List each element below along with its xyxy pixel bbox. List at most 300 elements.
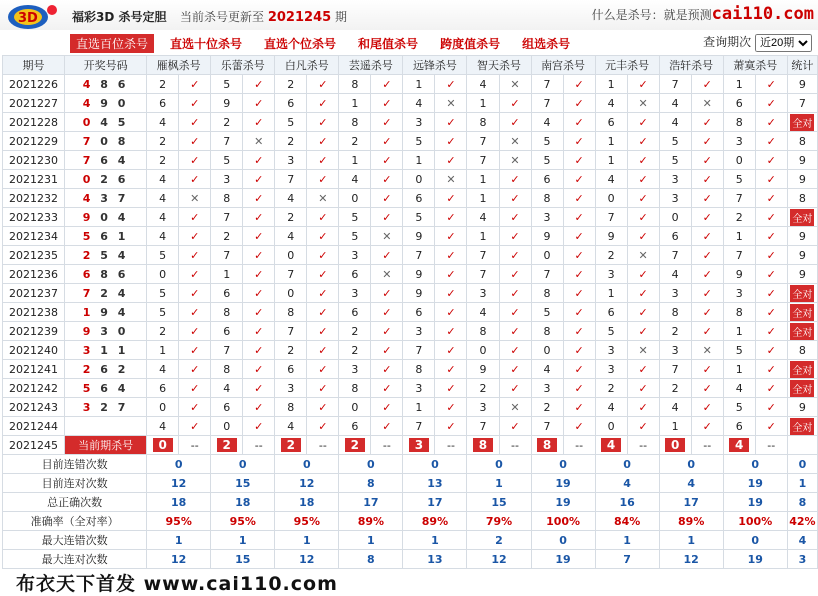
kill-number-cell: 3	[659, 170, 691, 189]
check-icon: ✓	[371, 208, 403, 227]
check-icon: ✓	[179, 341, 211, 360]
draw-number-cell	[65, 227, 147, 246]
all-correct-badge: 全对	[790, 285, 814, 302]
kill-number-cell: 3	[531, 379, 563, 398]
draw-number-cell	[65, 189, 147, 208]
check-icon: ✓	[243, 170, 275, 189]
check-icon: ✓	[179, 227, 211, 246]
check-icon: ✓	[563, 246, 595, 265]
stats-row	[3, 512, 818, 531]
check-icon: ✓	[691, 132, 723, 151]
stat-cell: 9	[787, 75, 817, 94]
svg-text:3D: 3D	[18, 11, 38, 26]
tab-5[interactable]: 组选杀号	[522, 37, 571, 51]
kill-number-cell: 2	[147, 151, 179, 170]
kill-number-cell: 4	[211, 379, 243, 398]
period-cell: 2021242	[3, 379, 65, 398]
check-icon: ✓	[435, 341, 467, 360]
check-icon: ✓	[179, 113, 211, 132]
check-icon: ✓	[179, 303, 211, 322]
kill-number-cell: 4	[595, 398, 627, 417]
kill-number-cell: 7	[211, 341, 243, 360]
check-icon: ✓	[435, 379, 467, 398]
kill-number-cell: 4	[339, 170, 371, 189]
check-icon: ✓	[435, 75, 467, 94]
table-row	[3, 208, 818, 227]
stats-value: 0	[531, 531, 595, 550]
period-filter-label: 查询期次	[703, 35, 752, 49]
kill-number-cell: 6	[659, 227, 691, 246]
kill-number-cell: 0	[659, 208, 691, 227]
check-icon: ✓	[243, 417, 275, 436]
draw-number-cell	[65, 113, 147, 132]
kill-number-cell: 2	[275, 341, 307, 360]
column-header: 雁枫杀号	[147, 56, 211, 75]
column-header: 智天杀号	[467, 56, 531, 75]
stats-row	[3, 550, 818, 569]
top-bar	[0, 0, 818, 30]
check-icon: ✓	[179, 75, 211, 94]
check-icon: ✓	[307, 341, 339, 360]
kill-number-cell: 5	[531, 303, 563, 322]
check-icon: ✓	[435, 398, 467, 417]
draw-digit: 4	[82, 96, 94, 110]
check-icon: ✓	[435, 417, 467, 436]
check-icon: ✓	[755, 170, 787, 189]
tab-1[interactable]: 直选十位杀号	[170, 37, 243, 51]
kill-number-cell: 8	[339, 379, 371, 398]
current-kill-number: 2	[281, 438, 301, 452]
kill-number-cell: 2	[531, 398, 563, 417]
kill-number-cell: 5	[531, 132, 563, 151]
check-icon: ✓	[243, 75, 275, 94]
kill-number-cell: 4	[659, 113, 691, 132]
kill-number-cell: 1	[403, 151, 435, 170]
table-row	[3, 322, 818, 341]
stats-row	[3, 474, 818, 493]
kill-number-cell: 7	[275, 265, 307, 284]
kill-number-cell: 8	[211, 360, 243, 379]
kill-number-cell: 6	[339, 303, 371, 322]
stats-value: 3	[787, 550, 817, 569]
kill-number-cell: 6	[147, 94, 179, 113]
table-row	[3, 170, 818, 189]
check-icon: ✓	[179, 398, 211, 417]
draw-digit: 6	[82, 267, 94, 281]
kill-number-cell: 2	[659, 379, 691, 398]
draw-digit: 6	[117, 267, 129, 281]
draw-number-cell	[65, 303, 147, 322]
current-kill-cell	[659, 436, 691, 455]
period-cell: 2021236	[3, 265, 65, 284]
draw-number-cell	[65, 75, 147, 94]
check-icon: ✓	[755, 322, 787, 341]
kill-number-cell: 5	[723, 341, 755, 360]
draw-digit: 1	[117, 229, 129, 243]
kill-number-cell: 4	[147, 113, 179, 132]
stats-value: 95%	[147, 512, 211, 531]
kill-number-cell: 1	[595, 284, 627, 303]
dash-cell: --	[499, 436, 531, 455]
kill-number-cell: 1	[339, 94, 371, 113]
current-kill-number: 0	[665, 438, 685, 452]
check-icon: ✓	[627, 284, 659, 303]
draw-number-cell	[65, 94, 147, 113]
check-icon: ✓	[243, 94, 275, 113]
check-icon: ✓	[435, 227, 467, 246]
draw-digit: 6	[100, 381, 111, 395]
stats-value: 42%	[787, 512, 817, 531]
cross-icon: ✕	[627, 94, 659, 113]
check-icon: ✓	[755, 360, 787, 379]
dash-cell: --	[307, 436, 339, 455]
column-header: 白凡杀号	[275, 56, 339, 75]
check-icon: ✓	[691, 265, 723, 284]
check-icon: ✓	[435, 360, 467, 379]
check-icon: ✓	[755, 189, 787, 208]
check-icon: ✓	[179, 151, 211, 170]
kill-number-cell: 0	[275, 246, 307, 265]
kill-number-cell: 0	[531, 341, 563, 360]
check-icon: ✓	[371, 303, 403, 322]
column-header: 萧寞杀号	[723, 56, 787, 75]
check-icon: ✓	[627, 170, 659, 189]
current-kill-number: 2	[217, 438, 237, 452]
dash-cell: --	[243, 436, 275, 455]
draw-number-cell	[65, 132, 147, 151]
draw-digit: 2	[117, 362, 129, 376]
kill-number-cell: 6	[723, 417, 755, 436]
check-icon: ✓	[499, 360, 531, 379]
check-icon: ✓	[307, 379, 339, 398]
draw-digit: 1	[117, 343, 129, 357]
all-correct-badge: 全对	[790, 209, 814, 226]
current-kill-cell	[723, 436, 755, 455]
draw-digit: 4	[117, 210, 129, 224]
kill-number-cell: 3	[595, 360, 627, 379]
current-kill-number: 8	[473, 438, 493, 452]
period-cell: 2021235	[3, 246, 65, 265]
column-header: 开奖号码	[65, 56, 147, 75]
kill-number-cell: 4	[467, 75, 499, 94]
stat-cell	[787, 417, 817, 436]
kill-number-cell: 3	[403, 322, 435, 341]
draw-digit: 1	[100, 343, 111, 357]
all-correct-badge: 全对	[790, 418, 814, 435]
site-domain-link[interactable]: cai110.com	[711, 4, 814, 24]
kill-number-cell: 2	[211, 113, 243, 132]
check-icon: ✓	[627, 132, 659, 151]
check-icon: ✓	[563, 303, 595, 322]
tab-3[interactable]: 和尾值杀号	[358, 37, 419, 51]
table-row	[3, 246, 818, 265]
kill-number-cell: 3	[467, 284, 499, 303]
check-icon: ✓	[371, 170, 403, 189]
check-icon: ✓	[563, 94, 595, 113]
column-header: 浩轩杀号	[659, 56, 723, 75]
check-icon: ✓	[691, 303, 723, 322]
kill-number-cell: 7	[531, 94, 563, 113]
stat-cell: 9	[787, 246, 817, 265]
stats-value: 18	[147, 493, 211, 512]
check-icon: ✓	[371, 189, 403, 208]
kill-number-cell: 2	[147, 75, 179, 94]
stats-value: 13	[403, 550, 467, 569]
kill-number-cell: 9	[211, 94, 243, 113]
cross-icon: ✕	[371, 265, 403, 284]
current-kill-number: 2	[345, 438, 365, 452]
tab-2[interactable]: 直选个位杀号	[264, 37, 337, 51]
kill-number-cell: 1	[723, 360, 755, 379]
check-icon: ✓	[307, 151, 339, 170]
kill-number-cell: 2	[339, 322, 371, 341]
site-info: 什么是杀号：就是预测cai110.com	[591, 4, 814, 24]
draw-digit: 0	[82, 115, 94, 129]
draw-digit: 6	[100, 362, 111, 376]
check-icon: ✓	[307, 132, 339, 151]
dash-cell: --	[691, 436, 723, 455]
kill-number-cell: 5	[403, 132, 435, 151]
stats-value: 0	[403, 455, 467, 474]
stats-value: 1	[787, 474, 817, 493]
kill-number-cell: 7	[467, 132, 499, 151]
check-icon: ✓	[755, 151, 787, 170]
cross-icon: ✕	[499, 151, 531, 170]
draw-number-cell	[65, 246, 147, 265]
column-header: 期号	[3, 56, 65, 75]
kill-number-cell: 5	[723, 398, 755, 417]
dash-cell: --	[435, 436, 467, 455]
kill-number-cell: 1	[659, 417, 691, 436]
kill-number-cell: 2	[275, 132, 307, 151]
cross-icon: ✕	[691, 341, 723, 360]
check-icon: ✓	[307, 360, 339, 379]
check-icon: ✓	[179, 94, 211, 113]
column-header: 乐蕾杀号	[211, 56, 275, 75]
stat-cell	[787, 322, 817, 341]
check-icon: ✓	[563, 398, 595, 417]
kill-number-cell: 1	[723, 322, 755, 341]
stats-value: 89%	[403, 512, 467, 531]
kill-number-cell: 3	[339, 284, 371, 303]
table-row	[3, 265, 818, 284]
cross-icon: ✕	[499, 132, 531, 151]
stats-value: 1	[211, 531, 275, 550]
kill-number-cell: 7	[211, 246, 243, 265]
kill-number-cell: 4	[403, 94, 435, 113]
kill-number-cell: 5	[595, 322, 627, 341]
kill-number-cell: 5	[403, 208, 435, 227]
kill-number-cell: 1	[467, 94, 499, 113]
kill-number-cell: 4	[659, 265, 691, 284]
table-row	[3, 360, 818, 379]
draw-number-cell	[65, 170, 147, 189]
column-header: 南宫杀号	[531, 56, 595, 75]
check-icon: ✓	[691, 417, 723, 436]
kill-number-cell: 5	[339, 208, 371, 227]
kill-number-cell: 8	[531, 322, 563, 341]
kill-number-cell: 8	[723, 113, 755, 132]
stats-label: 准确率（全对率）	[3, 512, 147, 531]
check-icon: ✓	[371, 94, 403, 113]
check-icon: ✓	[563, 189, 595, 208]
check-icon: ✓	[179, 208, 211, 227]
stats-value: 12	[467, 550, 531, 569]
kill-number-cell: 5	[659, 132, 691, 151]
kill-number-cell: 5	[275, 113, 307, 132]
kill-number-cell: 4	[467, 208, 499, 227]
stat-cell: 8	[787, 189, 817, 208]
period-cell: 2021238	[3, 303, 65, 322]
kill-number-cell: 3	[659, 284, 691, 303]
draw-digit: 0	[100, 134, 111, 148]
check-icon: ✓	[179, 246, 211, 265]
period-cell: 2021229	[3, 132, 65, 151]
check-icon: ✓	[755, 341, 787, 360]
check-icon: ✓	[627, 265, 659, 284]
kill-number-cell: 4	[531, 113, 563, 132]
kill-number-cell: 7	[467, 151, 499, 170]
kill-number-cell: 6	[403, 189, 435, 208]
kill-number-cell: 3	[339, 360, 371, 379]
stats-value: 95%	[275, 512, 339, 531]
check-icon: ✓	[243, 341, 275, 360]
kill-number-cell: 7	[403, 417, 435, 436]
draw-digit: 4	[117, 286, 129, 300]
draw-digit: 3	[82, 343, 94, 357]
kill-number-cell: 8	[339, 113, 371, 132]
tab-4[interactable]: 跨度值杀号	[440, 37, 501, 51]
kill-number-cell: 4	[147, 360, 179, 379]
stats-value: 15	[211, 550, 275, 569]
check-icon: ✓	[627, 75, 659, 94]
check-icon: ✓	[627, 113, 659, 132]
table-row	[3, 341, 818, 360]
check-icon: ✓	[435, 303, 467, 322]
stats-label: 最大连对次数	[3, 550, 147, 569]
check-icon: ✓	[627, 322, 659, 341]
check-icon: ✓	[243, 227, 275, 246]
check-icon: ✓	[755, 265, 787, 284]
cross-icon: ✕	[691, 94, 723, 113]
draw-digit: 4	[117, 248, 129, 262]
check-icon: ✓	[755, 246, 787, 265]
column-header: 远锋杀号	[403, 56, 467, 75]
dash-cell: --	[371, 436, 403, 455]
stats-label: 目前连对次数	[3, 474, 147, 493]
draw-digit: 9	[100, 305, 111, 319]
kill-number-cell: 8	[467, 322, 499, 341]
stats-value: 100%	[723, 512, 787, 531]
kill-number-cell: 8	[339, 75, 371, 94]
kill-number-cell: 2	[211, 227, 243, 246]
kill-number-cell: 0	[403, 170, 435, 189]
check-icon: ✓	[179, 360, 211, 379]
check-icon: ✓	[755, 132, 787, 151]
kill-number-cell: 6	[147, 379, 179, 398]
stat-cell: 9	[787, 265, 817, 284]
check-icon: ✓	[563, 132, 595, 151]
kill-number-cell: 1	[467, 170, 499, 189]
draw-digit: 4	[82, 191, 94, 205]
kill-number-cell: 4	[531, 360, 563, 379]
dash-cell: --	[179, 436, 211, 455]
draw-digit: 4	[100, 115, 111, 129]
check-icon: ✓	[243, 113, 275, 132]
kill-number-cell: 2	[339, 132, 371, 151]
table-row	[3, 417, 818, 436]
kill-number-table	[2, 55, 818, 569]
check-icon: ✓	[371, 246, 403, 265]
tab-0[interactable]: 直选百位杀号	[70, 34, 154, 53]
period-cell: 2021243	[3, 398, 65, 417]
draw-digit: 2	[100, 286, 111, 300]
kill-number-cell: 3	[723, 132, 755, 151]
draw-digit: 7	[82, 153, 94, 167]
check-icon: ✓	[435, 189, 467, 208]
stats-value: 19	[723, 474, 787, 493]
draw-digit: 7	[117, 400, 129, 414]
check-icon: ✓	[627, 208, 659, 227]
kill-number-cell: 0	[275, 284, 307, 303]
kill-number-cell: 6	[531, 170, 563, 189]
stats-value: 2	[467, 531, 531, 550]
check-icon: ✓	[563, 265, 595, 284]
check-icon: ✓	[755, 75, 787, 94]
draw-digit: 7	[82, 134, 94, 148]
stats-row	[3, 531, 818, 550]
draw-digit: 9	[82, 324, 94, 338]
check-icon: ✓	[435, 284, 467, 303]
stats-value: 19	[531, 550, 595, 569]
check-icon: ✓	[755, 208, 787, 227]
check-icon: ✓	[371, 151, 403, 170]
kill-number-cell: 5	[211, 75, 243, 94]
check-icon: ✓	[435, 322, 467, 341]
kill-number-cell: 6	[403, 303, 435, 322]
check-icon: ✓	[627, 189, 659, 208]
cross-icon: ✕	[499, 75, 531, 94]
cross-icon: ✕	[627, 246, 659, 265]
check-icon: ✓	[179, 284, 211, 303]
draw-digit: 2	[100, 400, 111, 414]
check-icon: ✓	[307, 113, 339, 132]
stat-cell: 8	[787, 341, 817, 360]
draw-digit: 4	[117, 153, 129, 167]
kill-number-cell: 9	[403, 284, 435, 303]
period-select[interactable]	[755, 34, 812, 52]
stats-value: 4	[787, 531, 817, 550]
stats-value: 0	[339, 455, 403, 474]
draw-digit: 2	[82, 362, 94, 376]
check-icon: ✓	[499, 322, 531, 341]
draw-digit: 6	[100, 153, 111, 167]
check-icon: ✓	[627, 151, 659, 170]
draw-digit: 0	[117, 324, 129, 338]
dash-cell: --	[563, 436, 595, 455]
period-cell: 2021239	[3, 322, 65, 341]
stats-label: 目前连错次数	[3, 455, 147, 474]
stats-value: 0	[659, 455, 723, 474]
period-filter	[703, 33, 812, 52]
table-row	[3, 303, 818, 322]
kill-number-cell: 8	[211, 189, 243, 208]
stats-value: 1	[595, 531, 659, 550]
draw-digit: 0	[82, 172, 94, 186]
stats-value: 95%	[211, 512, 275, 531]
empty-stat-cell	[787, 436, 817, 455]
check-icon: ✓	[627, 417, 659, 436]
